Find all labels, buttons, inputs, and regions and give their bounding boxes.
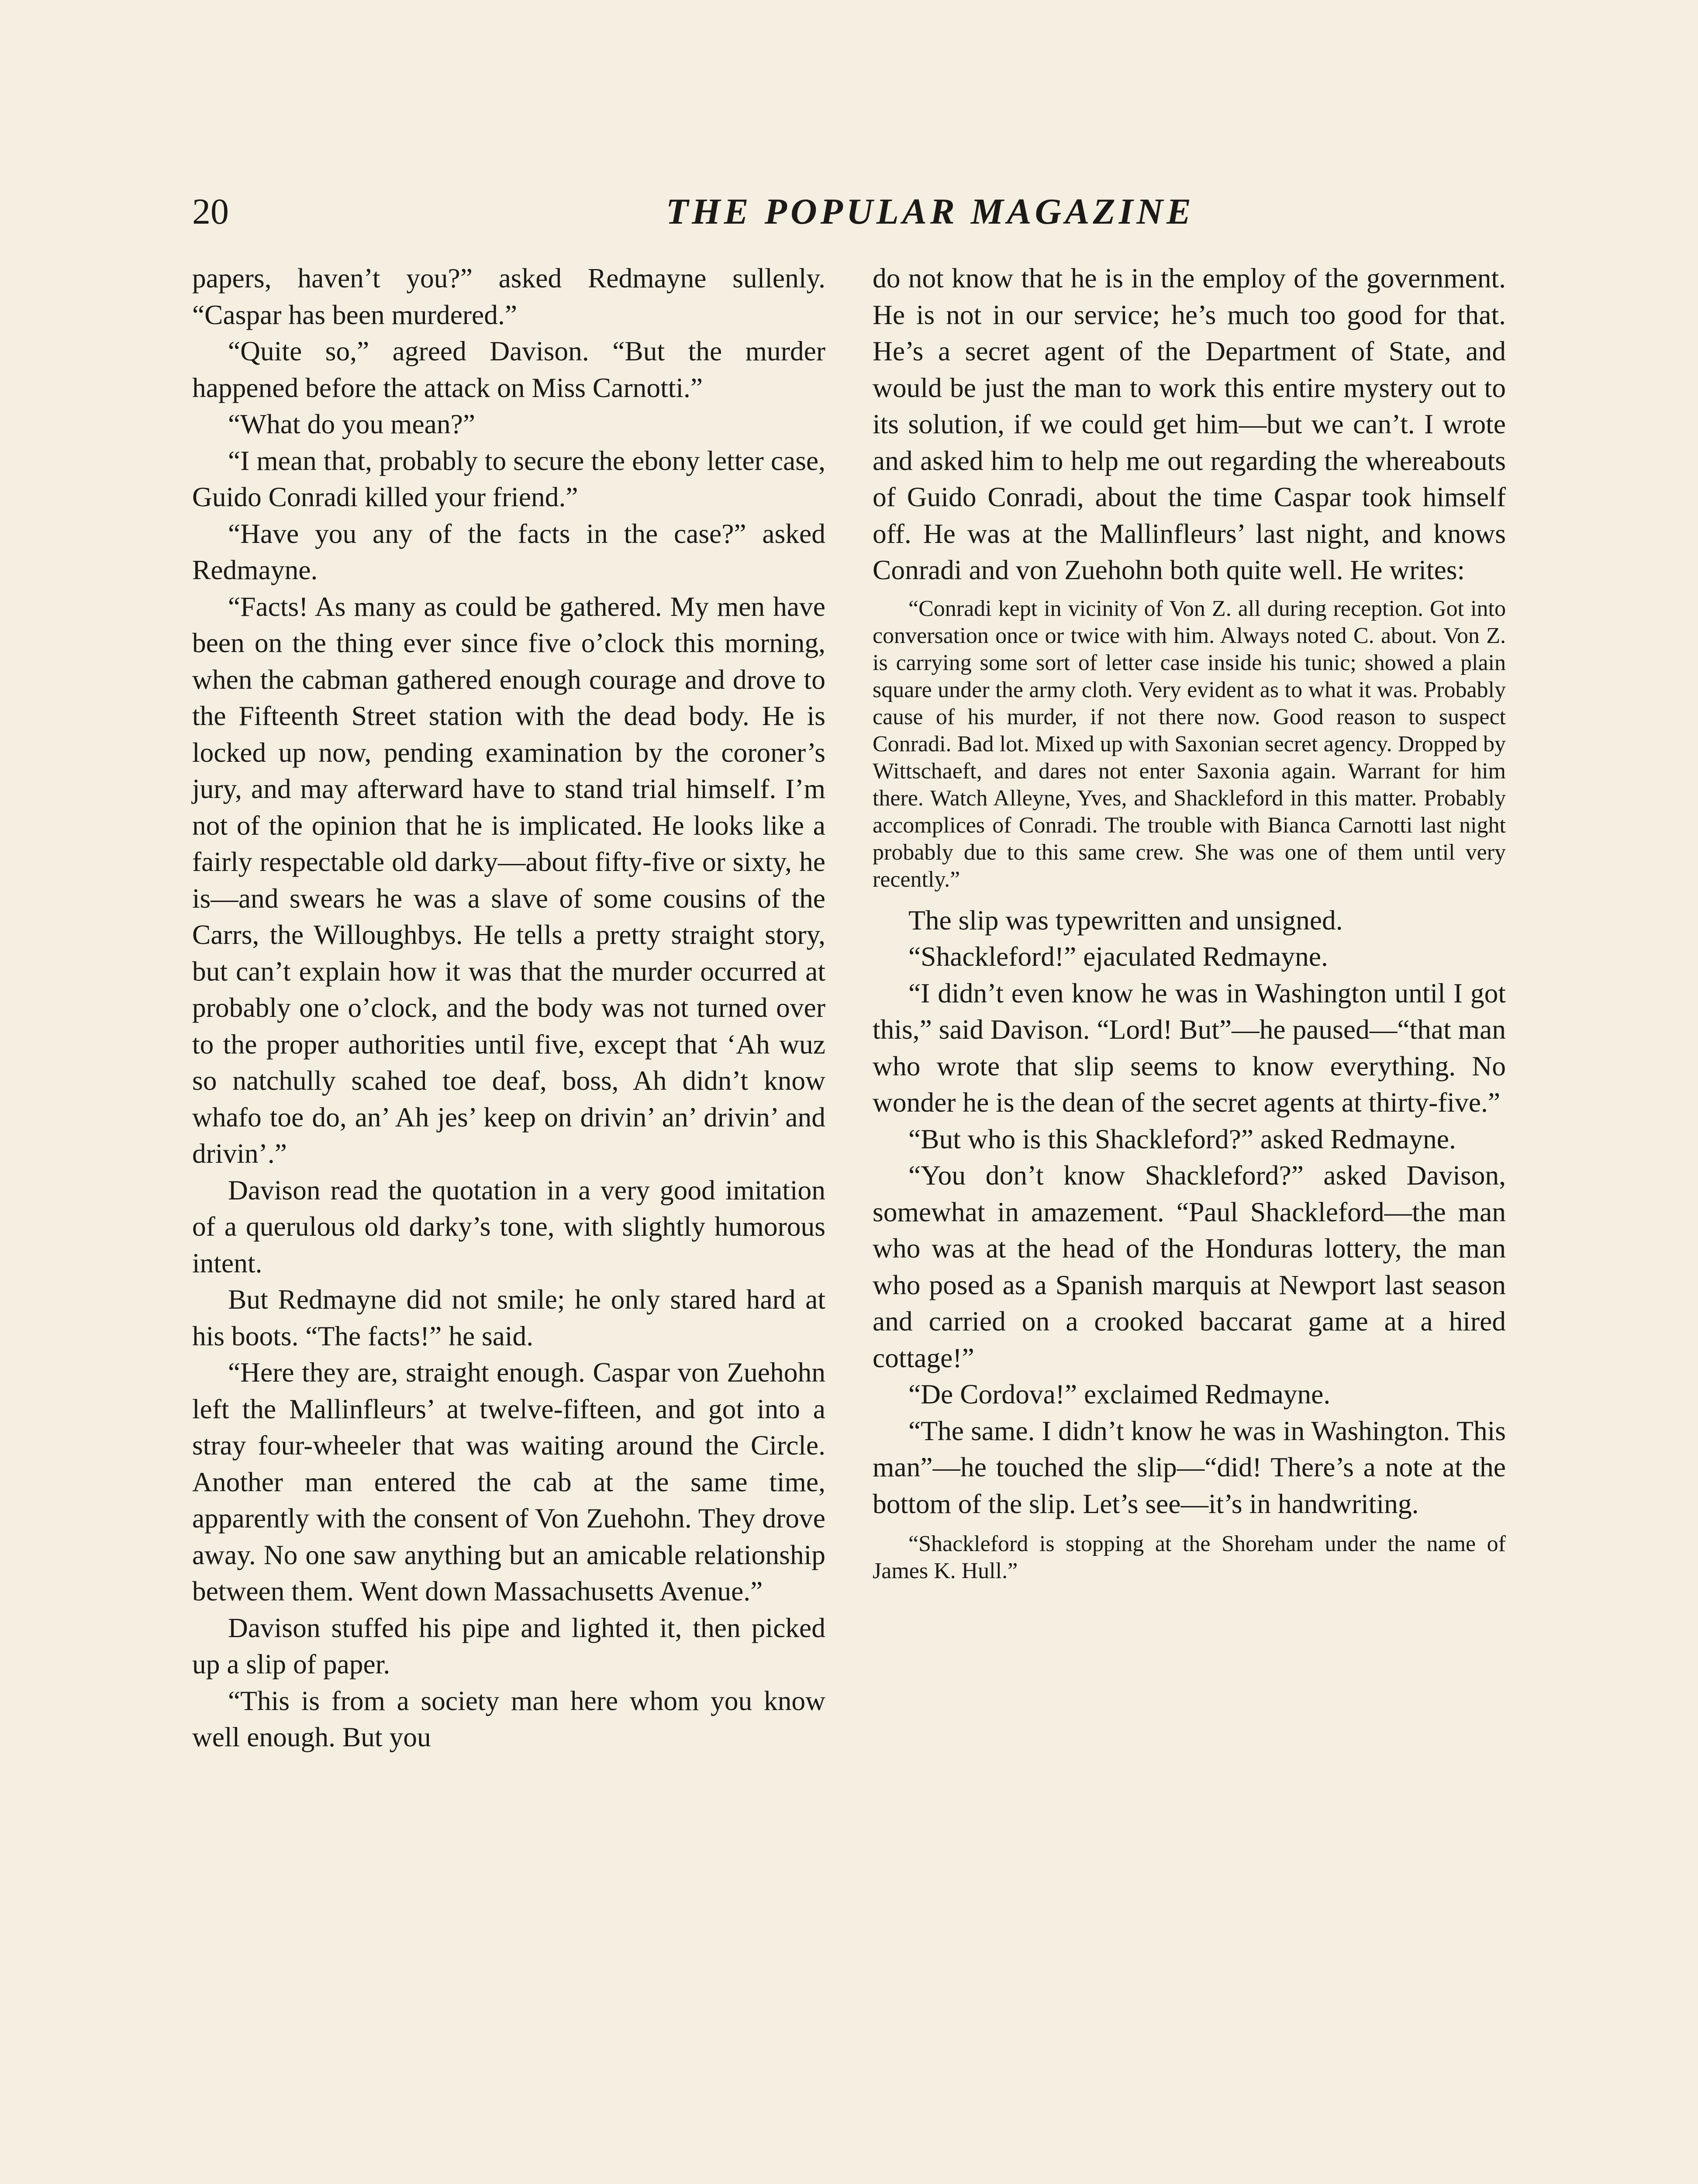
paragraph: papers, haven’t you?” asked Redmayne sullenly. “Caspar has been murdered.” [192, 263, 825, 330]
handwritten-note: “Shackleford is stopping at the Shoreham under the name of James K. Hull.” [873, 1531, 1506, 1583]
page-header [192, 188, 1524, 236]
paragraph: “Shackleford!” ejaculated Redmayne. [908, 941, 1328, 972]
paragraph: “The same. I didn’t know he was in Washington. This man”—he touched the slip—“did! There’s a note at the bottom of the slip. Let’s see—it’s in handwriting. [873, 1415, 1506, 1519]
paragraph: do not know that he is in the employ of the government. He is not in our service; he’s much too good for that. He’s a secret agent of the Department of State, and would be just the man to work this entire mystery out to its solution, if we could get him—but we can’t. I wrote and asked him to help me out regarding the whereabouts of Guido Conradi, about the time Caspar took himself off. He was at the Mallinfleurs’ last night, and knows Conradi and von Zuehohn both quite well. He writes: [873, 263, 1506, 585]
paragraph: “This is from a society man here whom you know well enough. But you [192, 1685, 825, 1752]
paragraph: Davison stuffed his pipe and lighted it, then picked up a slip of paper. [192, 1612, 825, 1679]
left-column [192, 260, 825, 1755]
paragraph: “De Cordova!” exclaimed Redmayne. [908, 1379, 1331, 1410]
paragraph: “Have you any of the facts in the case?” asked Redmayne. [192, 518, 825, 585]
paragraph: “What do you mean?” [228, 408, 475, 439]
quoted-note: “Conradi kept in vicinity of Von Z. all during reception. Got into conversation once or twice with him. Always noted C. about. Von Z. is carrying some sort of letter case inside his tunic; showed a plain square under the army cloth. Very evident as to what it was. Probably cause of his murder, if not there now. Good reason to suspect Conradi. Bad lot. Mixed up with Saxonian secret agency. Dropped by Wittschaeft, and dares not enter Saxonia again. Warrant for him there. Watch Alleyne, Yves, and Shackleford in this matter. Probably accomplices of Conradi. The trouble with Bianca Carnotti last night probably due to this same crew. She was one of them until very recently.” [873, 596, 1506, 892]
paragraph: “But who is this Shackleford?” asked Redmayne. [908, 1123, 1456, 1154]
page-number: 20 [192, 191, 229, 232]
paragraph: “Here they are, straight enough. Caspar von Zuehohn left the Mallinfleurs’ at twelve-fifteen, and got into a stray four-wheeler that was waiting around the Circle. Another man entered the cab at the same time, apparently with the consent of Von Zuehohn. They drove away. No one saw anything but an amicable relationship between them. Went down Massachusetts Avenue.” [192, 1357, 825, 1607]
paragraph: “Facts! As many as could be gathered. My men have been on the thing ever since five o’clock this morning, when the cabman gathered enough courage and drove to the Fifteenth Street station with the dead body. He is locked up now, pending examination by the coroner’s jury, and may afterward have to stand trial himself. I’m not of the opinion that he is implicated. He looks like a fairly respectable old darky—about fifty-five or sixty, he is—and swears he was a slave of some cousins of the Carrs, the Willoughbys. He tells a pretty straight story, but can’t explain how it was that the murder occurred at probably one o’clock, and the body was not turned over to the proper authorities until five, except that ‘Ah wuz so natchully scahed toe deaf, boss, Ah didn’t know whafo toe do, an’ Ah jes’ keep on drivin’ an’ drivin’ and drivin’.” [192, 591, 825, 1169]
paragraph: The slip was typewritten and unsigned. [908, 904, 1343, 936]
paragraph: “You don’t know Shackleford?” asked Davison, somewhat in amazement. “Paul Shackleford—the man who was at the head of the Honduras lottery, the man who posed as a Spanish marquis at Newport last season and carried on a crooked baccarat game at a hired cottage!” [873, 1160, 1506, 1373]
paragraph: “I mean that, probably to secure the ebony letter case, Guido Conradi killed your friend.” [192, 445, 825, 512]
right-column [873, 260, 1506, 1593]
paragraph: “Quite so,” agreed Davison. “But the murder happened before the attack on Miss Carnotti.” [192, 335, 825, 403]
paragraph: But Redmayne did not smile; he only stared hard at his boots. “The facts!” he said. [192, 1284, 825, 1351]
magazine-title: THE POPULAR MAGAZINE [666, 191, 1195, 232]
paragraph: “I didn’t even know he was in Washington until I got this,” said Davison. “Lord! But”—he paused—“that man who wrote that slip seems to know everything. No wonder he is the dean of the secret agents at thirty-five.” [873, 977, 1506, 1118]
paragraph: Davison read the quotation in a very good imitation of a querulous old darky’s tone, with slightly humorous intent. [192, 1174, 825, 1279]
